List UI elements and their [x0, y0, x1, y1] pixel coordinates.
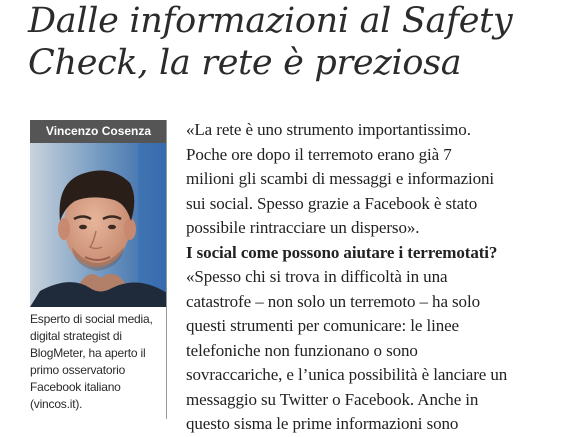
author-bio-line: (vincos.it).: [30, 397, 83, 411]
author-sidebar: [30, 120, 167, 419]
article-line: catastrofe – non solo un terremoto – ha solo: [186, 291, 480, 311]
headline: [28, 0, 512, 84]
author-bio-line: Esperto di social media,: [30, 312, 153, 326]
article-body: [186, 118, 569, 437]
author-bio-line: Facebook italiano: [30, 380, 121, 394]
author-bio: [30, 311, 167, 413]
article-line: questo sisma le prime informazioni sono: [186, 414, 459, 433]
article-line: possibile rintracciare un disperso».: [186, 218, 420, 237]
article-line: questi strumenti per comunicare: le linee: [186, 316, 459, 335]
author-bio-line: digital strategist di: [30, 329, 122, 343]
headline-line-2: Check, la rete è preziosa: [28, 43, 462, 83]
article-line: telefoniche non funzionano o sono: [186, 340, 418, 360]
author-bio-line: primo osservatorio: [30, 363, 126, 377]
article-line: «La rete è uno strumento importantissimo.: [186, 120, 471, 139]
article-line: sovraccariche, e l’unica possibilità è lanciare un: [186, 365, 508, 384]
headline-line-1: Dalle informazioni al Safety: [28, 1, 513, 41]
article-line: sui social. Spesso grazie a Facebook è stato: [186, 193, 478, 213]
article-line: milioni gli scambi di messaggi e informazioni: [186, 169, 495, 188]
article-line: Poche ore dopo il terremoto erano già 7: [186, 144, 452, 164]
article-line: messaggio su Twitter o Facebook. Anche in: [186, 389, 479, 409]
article-line: «Spesso chi si trova in difficoltà in una: [186, 267, 448, 286]
interview-question: I social come possono aiutare i terremotati?: [186, 242, 498, 262]
column-divider: [166, 120, 167, 419]
author-name: Vincenzo Cosenza: [30, 120, 167, 143]
author-bio-line: BlogMeter, ha aperto il: [30, 346, 146, 360]
author-portrait: [30, 143, 167, 307]
